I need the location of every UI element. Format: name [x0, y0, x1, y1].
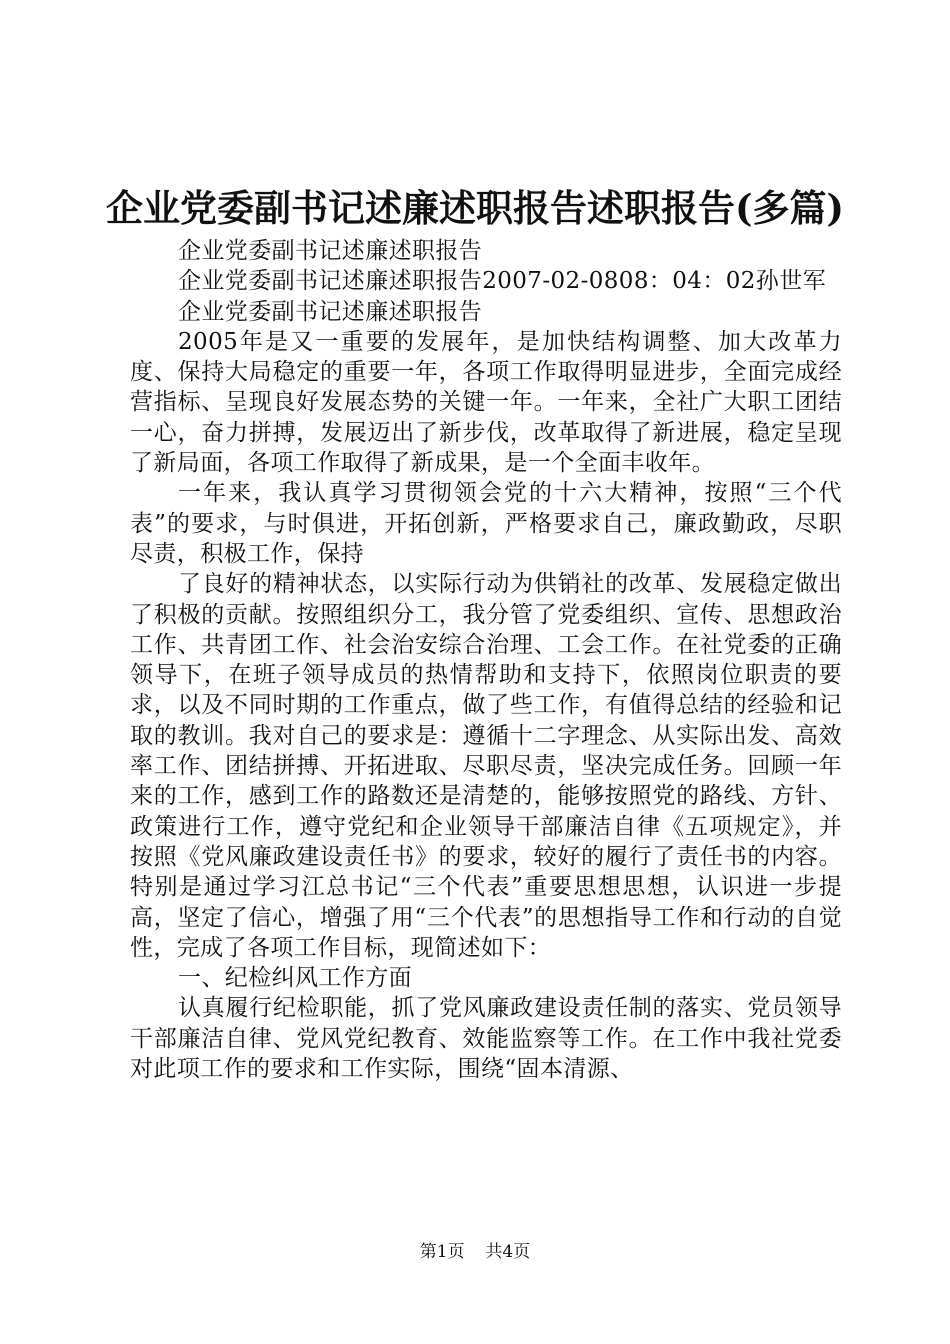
page-total: 共4页 [485, 1242, 531, 1262]
paragraph-subtitle: 企业党委副书记述廉述职报告 [178, 238, 483, 264]
page-footer [0, 1240, 950, 1264]
paragraph-source-line: 企业党委副书记述廉述职报告2007-02-0808：04：02孙世军 [178, 268, 827, 295]
paragraph-discipline: 认真履行纪检职能，抓了党风廉政建设责任制的落实、党员领导干部廉洁自律、党风党纪教育、效能监察等工作。在工作中我社党委对此项工作的要求和工作实际，围绕“固本清源、 [130, 995, 842, 1083]
document-title: 企业党委副书记述廉述职报告述职报告(多篇) [105, 186, 844, 230]
paragraph-study: 一年来，我认真学习贯彻领会党的十六大精神，按照“三个代表”的要求，与时俱进，开拓创新，严格要求自己，廉政勤政，尽职尽责，积极工作，保持 [130, 480, 842, 567]
paragraph-heading: 企业党委副书记述廉述职报告 [178, 298, 483, 325]
section-heading-discipline: 一、纪检纠风工作方面 [178, 965, 412, 992]
page-number: 第1页 [419, 1242, 465, 1262]
paragraph-intro: 2005年是又一重要的发展年，是加快结构调整、加大改革力度、保持大局稳定的重要一年，各项工作取得明显进步，全面完成经营指标、呈现良好发展态势的关键一年。一年来，全社广大职工团结一心，奋力拼搏，发展迈出了新步伐，改革取得了新进展，稳定呈现了新局面，各项工作取得了新成果，是一个全面丰收年。 [130, 328, 842, 477]
document-body [130, 236, 842, 1084]
paragraph-work-summary: 了良好的精神状态，以实际行动为供销社的改革、发展稳定做出了积极的贡献。按照组织分工，我分管了党委组织、宣传、思想政治工作、共青团工作、社会治安综合治理、工会工作。在社党委的正确领导下，在班子领导成员的热情帮助和支持下，依照岗位职责的要求，以及不同时期的工作重点，做了些工作，有值得总结的经验和记取的教训。我对自己的要求是：遵循十二字理念、从实际出发、高效率工作、团结拼搏、开拓进取、尽职尽责，坚决完成任务。回顾一年来的工作，感到工作的路数还是清楚的，能够按照党的路线、方针、政策进行工作，遵守党纪和企业领导干部廉洁自律《五项规定》，并按照《党风廉政建设责任书》的要求，较好的履行了责任书的内容。特别是通过学习江总书记“三个代表”重要思想思想，认识进一步提高，坚定了信心，增强了用“三个代表”的思想指导工作和行动的自觉性，完成了各项工作目标，现简述如下： [130, 571, 842, 961]
